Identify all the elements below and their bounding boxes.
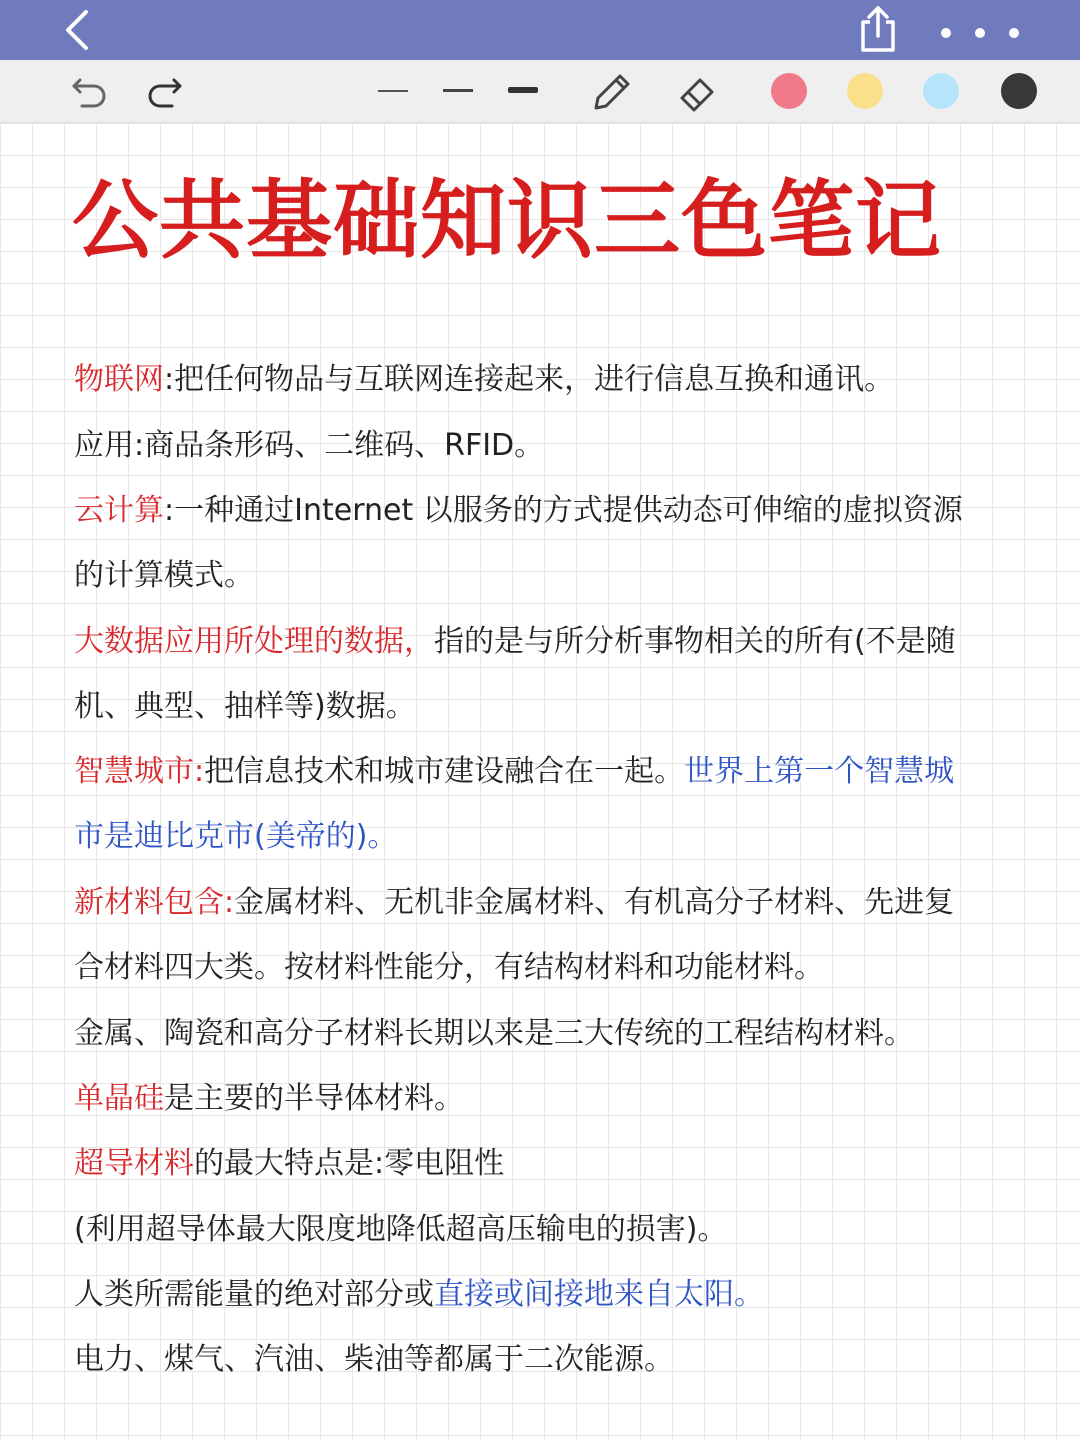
more-icon[interactable] (936, 22, 1026, 44)
thin-stroke-option[interactable] (378, 90, 408, 92)
black-text: 金属材料、无机非金属材料、有机高分子材料、先进复 (234, 885, 955, 920)
drawing-toolbar (0, 60, 1080, 123)
redo-icon[interactable] (144, 70, 186, 112)
red-text: 新材料包含: (74, 885, 235, 920)
black-text: 指的是与所分析事物相关的所有(不是随 (434, 624, 956, 659)
black-text: 合材料四大类。按材料性能分，有结构材料和功能材料。 (74, 950, 824, 985)
note-line (74, 817, 1034, 857)
top-bar (0, 0, 1080, 60)
red-text: 云计算 (74, 493, 164, 528)
black-text: :一种通过Internet 以服务的方式提供动态可伸缩的虚拟资源 (164, 493, 963, 528)
red-text: 大数据应用所处理的数据， (74, 624, 434, 659)
note-line (74, 1340, 1034, 1380)
black-text: 的计算模式。 (74, 558, 254, 593)
note-line (74, 1275, 1034, 1315)
blue-text: 市是迪比克市(美帝的)。 (74, 819, 398, 854)
share-icon[interactable] (855, 4, 901, 54)
yellow-color-swatch[interactable] (847, 73, 883, 109)
black-text: 金属、陶瓷和高分子材料长期以来是三大传统的工程结构材料。 (74, 1016, 914, 1051)
thick-stroke-option[interactable] (508, 87, 538, 93)
undo-icon[interactable] (68, 70, 110, 112)
blue-text: 世界上第一个智慧城 (684, 754, 955, 789)
black-text: 的最大特点是:零电阻性 (194, 1146, 505, 1181)
black-text: 电力、煤气、汽油、柴油等都属于二次能源。 (74, 1342, 674, 1377)
note-line (74, 622, 1034, 662)
black-text: 机、典型、抽样等)数据。 (74, 689, 416, 724)
red-text: 超导材料 (74, 1146, 194, 1181)
blue-text: 直接或间接地来自太阳。 (434, 1277, 764, 1312)
eraser-icon[interactable] (676, 70, 720, 114)
black-text: 应用:商品条形码、二维码、RFID。 (74, 428, 545, 463)
black-text: 把信息技术和城市建设融合在一起。 (204, 754, 685, 789)
note-line (74, 360, 1034, 400)
note-line (74, 948, 1034, 988)
black-text: 人类所需能量的绝对部分或 (74, 1277, 434, 1312)
black-color-swatch[interactable] (1001, 73, 1037, 109)
note-line (74, 752, 1034, 792)
red-text: 物联网 (74, 362, 164, 397)
red-text: 智慧城市: (74, 754, 205, 789)
black-text: (利用超导体最大限度地降低超高压输电的损害)。 (74, 1212, 728, 1247)
note-line (74, 426, 1034, 466)
black-text: :把任何物品与互联网连接起来，进行信息互换和通讯。 (164, 362, 895, 397)
note-line (74, 687, 1034, 727)
note-line (74, 1079, 1034, 1119)
note-line (74, 556, 1034, 596)
medium-stroke-option[interactable] (443, 89, 473, 92)
note-line (74, 491, 1034, 531)
black-text: 是主要的半导体材料。 (164, 1081, 464, 1116)
note-title: 公共基础知识三色笔记 (72, 171, 942, 271)
blue-color-swatch[interactable] (923, 73, 959, 109)
note-line (74, 1210, 1034, 1250)
pen-icon[interactable] (588, 68, 636, 116)
note-line (74, 1144, 1034, 1184)
back-icon[interactable] (58, 8, 98, 52)
note-line (74, 1014, 1034, 1054)
note-line (74, 883, 1034, 923)
red-text: 单晶硅 (74, 1081, 164, 1116)
red-color-swatch[interactable] (771, 73, 807, 109)
